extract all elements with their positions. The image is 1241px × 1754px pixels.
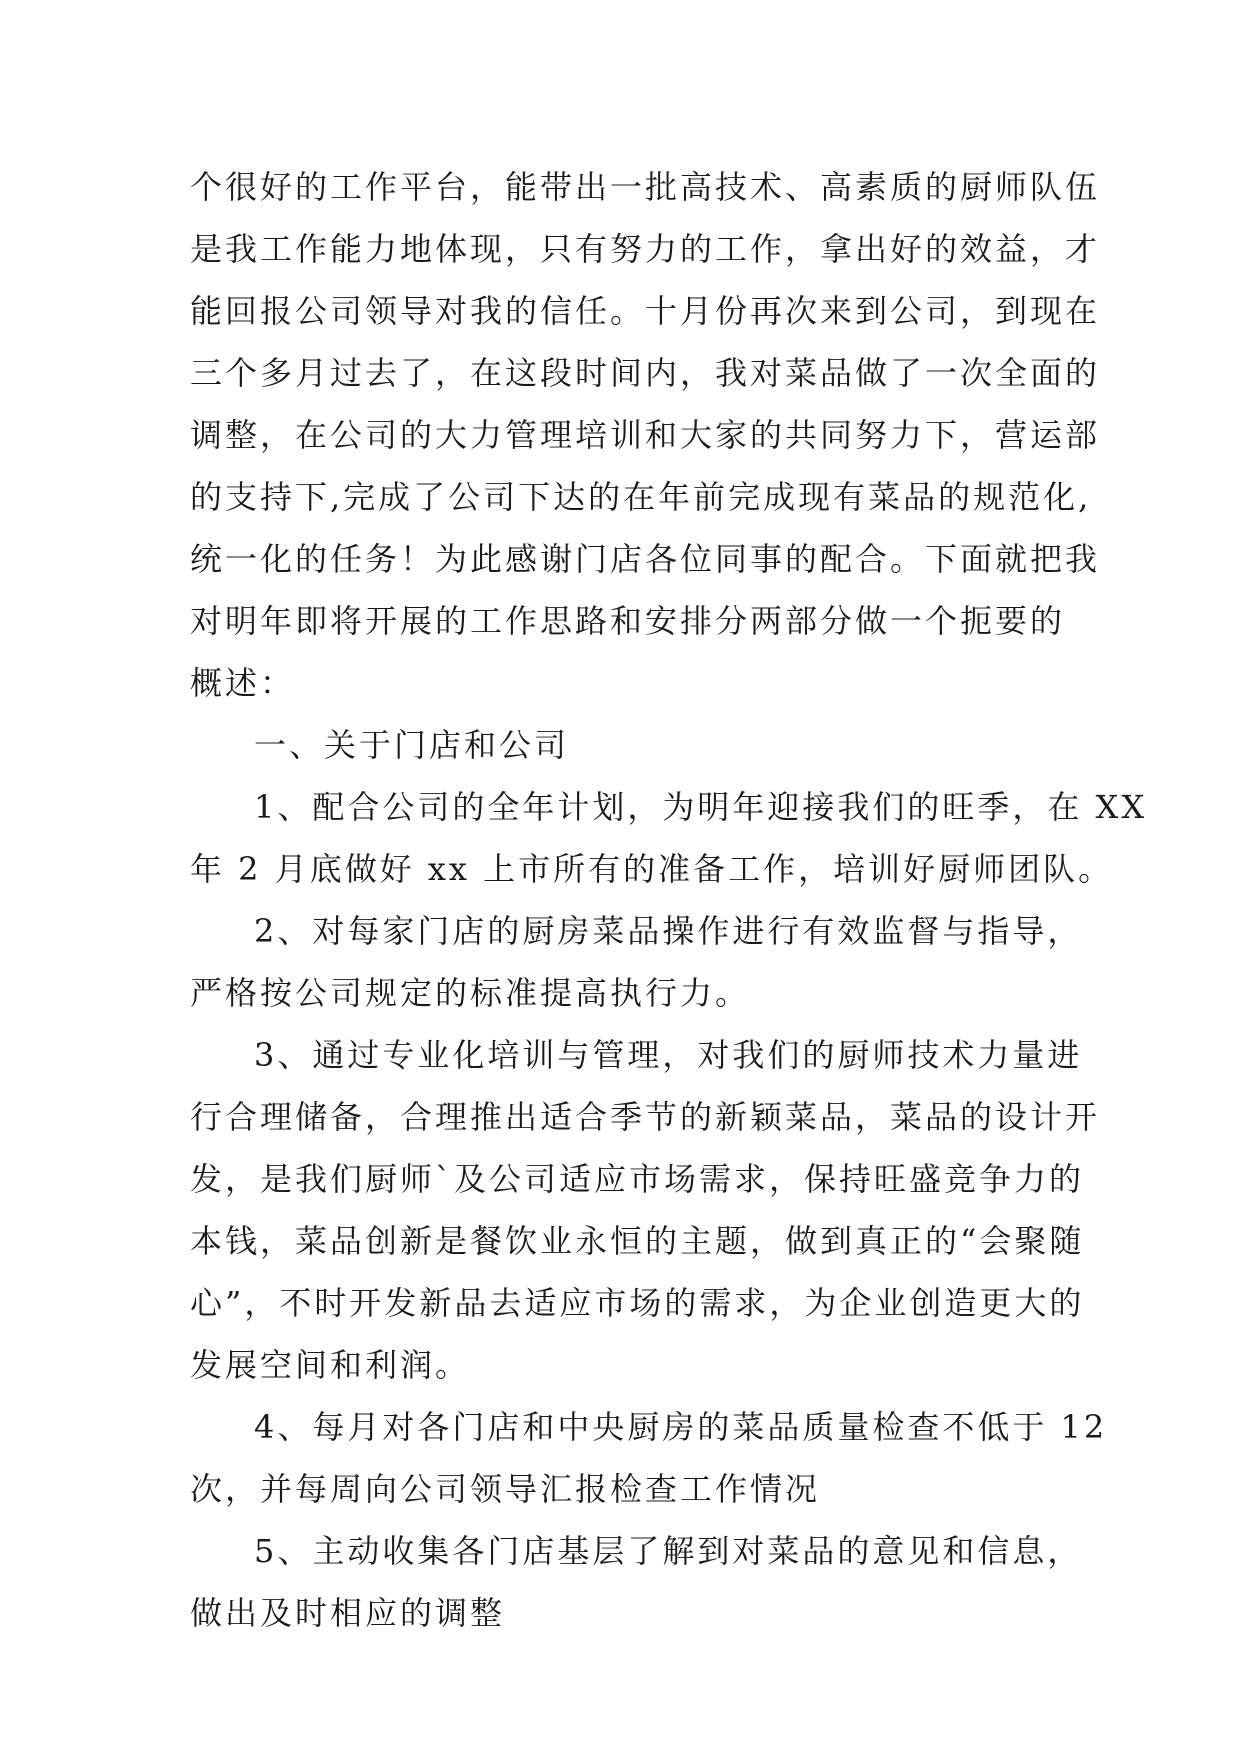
list-item-start: 4、每月对各门店和中央厨房的菜品质量检查不低于 12: [254, 1408, 1108, 1446]
list-item-start: 5、主动收集各门店基层了解到对菜品的意见和信息，: [254, 1532, 1083, 1570]
text-line: 个很好的工作平台，能带出一批高技术、高素质的厨师队伍: [190, 168, 1101, 206]
list-item-start: 2、对每家门店的厨房菜品操作进行有效监督与指导，: [254, 912, 1083, 950]
text-line: 次，并每周向公司领导汇报检查工作情况: [190, 1470, 821, 1508]
section-heading: 一、关于门店和公司: [254, 726, 570, 764]
text-line: 心”，不时开发新品去适应市场的需求，为企业创造更大的: [190, 1284, 1085, 1322]
text-line: 年 2 月底做好 xx 上市所有的准备工作，培训好厨师团队。: [190, 850, 1114, 888]
text-line: 是我工作能力地体现，只有努力的工作，拿出好的效益，才: [190, 230, 1101, 268]
text-line: 的支持下,完成了公司下达的在年前完成现有菜品的规范化,: [190, 478, 1092, 516]
text-line: 三个多月过去了，在这段时间内，我对菜品做了一次全面的: [190, 354, 1101, 392]
text-line: 对明年即将开展的工作思路和安排分两部分做一个扼要的: [190, 602, 1066, 640]
text-line: 发展空间和利润。: [190, 1346, 471, 1384]
text-line: 本钱，菜品创新是餐饮业永恒的主题，做到真正的“会聚随: [190, 1222, 1085, 1260]
text-line: 行合理储备，合理推出适合季节的新颖菜品，菜品的设计开: [190, 1098, 1101, 1136]
text-line: 统一化的任务！为此感谢门店各位同事的配合。下面就把我: [190, 540, 1101, 578]
text-line: 做出及时相应的调整: [190, 1594, 506, 1632]
text-line: 发，是我们厨师`及公司适应市场需求，保持旺盛竞争力的: [190, 1160, 1085, 1198]
text-line: 能回报公司领导对我的信任。十月份再次来到公司，到现在: [190, 292, 1101, 330]
text-line: 严格按公司规定的标准提高执行力。: [190, 974, 751, 1012]
list-item-start: 1、配合公司的全年计划，为明年迎接我们的旺季，在 XX: [254, 788, 1148, 826]
text-line: 调整，在公司的大力管理培训和大家的共同努力下，营运部: [190, 416, 1101, 454]
document-body: [190, 156, 1148, 1644]
text-line: 概述：: [190, 664, 296, 702]
list-item-start: 3、通过专业化培训与管理，对我们的厨师技术力量进: [254, 1036, 1083, 1074]
